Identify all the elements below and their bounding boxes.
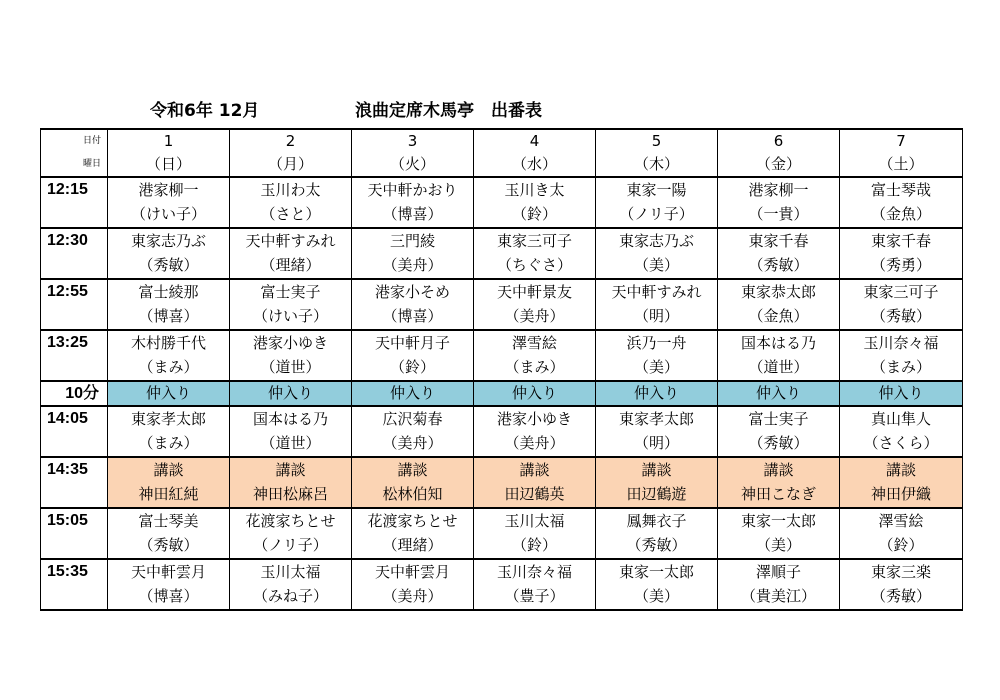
- table-row: [41, 559, 963, 585]
- table-row: [41, 534, 963, 560]
- accompanist-name: （理緒）: [352, 534, 474, 560]
- accompanist-name: （美舟）: [474, 305, 596, 331]
- accompanist-name: （一貴）: [718, 203, 840, 229]
- schedule-body: [41, 129, 963, 610]
- title-month: 令和6年 12月: [150, 101, 260, 121]
- weekday-cell: （金）: [718, 153, 840, 177]
- break-label: 10分: [41, 381, 108, 406]
- performer-name: 木村勝千代: [108, 330, 230, 356]
- kodan-label: 講談: [596, 457, 718, 483]
- performer-name: 港家小ゆき: [230, 330, 352, 356]
- performer-name: 港家柳一: [108, 177, 230, 203]
- accompanist-name: （鈴）: [840, 534, 963, 560]
- performer-name: 天中軒雲月: [352, 559, 474, 585]
- kodan-performer: 神田紅純: [108, 483, 230, 509]
- performer-name: 玉川奈々福: [474, 559, 596, 585]
- accompanist-name: （まみ）: [108, 432, 230, 458]
- accompanist-name: （博喜）: [352, 305, 474, 331]
- date-cell: 2: [230, 129, 352, 153]
- kodan-performer: 松林伯知: [352, 483, 474, 509]
- accompanist-name: （理緒）: [230, 254, 352, 280]
- performer-name: 天中軒景友: [474, 279, 596, 305]
- performer-name: 澤雪絵: [474, 330, 596, 356]
- accompanist-name: （博喜）: [108, 585, 230, 611]
- break-cell: 仲入り: [840, 381, 963, 406]
- accompanist-name: （博喜）: [108, 305, 230, 331]
- accompanist-name: （まみ）: [108, 356, 230, 382]
- performer-name: 天中軒かおり: [352, 177, 474, 203]
- accompanist-name: （美舟）: [474, 432, 596, 458]
- performer-name: 天中軒雲月: [108, 559, 230, 585]
- accompanist-name: （美舟）: [352, 254, 474, 280]
- accompanist-name: （まみ）: [474, 356, 596, 382]
- performer-name: 澤雪絵: [840, 508, 963, 534]
- break-cell: 仲入り: [108, 381, 230, 406]
- break-cell: 仲入り: [718, 381, 840, 406]
- performer-name: 花渡家ちとせ: [352, 508, 474, 534]
- performer-name: 富士琴哉: [840, 177, 963, 203]
- performer-name: 浜乃一舟: [596, 330, 718, 356]
- kodan-label: 講談: [718, 457, 840, 483]
- performer-name: 港家小ゆき: [474, 406, 596, 432]
- accompanist-name: （けい子）: [230, 305, 352, 331]
- date-cell: 6: [718, 129, 840, 153]
- performer-name: 東家三可子: [840, 279, 963, 305]
- table-row: [41, 279, 963, 305]
- performer-name: 鳳舞衣子: [596, 508, 718, 534]
- kodan-label: 講談: [108, 457, 230, 483]
- performer-name: 玉川わ太: [230, 177, 352, 203]
- weekday-cell: （月）: [230, 153, 352, 177]
- accompanist-name: （秀勇）: [840, 254, 963, 280]
- accompanist-name: （金魚）: [718, 305, 840, 331]
- time-label: 13:25: [41, 330, 108, 381]
- performer-name: 玉川奈々福: [840, 330, 963, 356]
- accompanist-name: （鈴）: [474, 203, 596, 229]
- performer-name: 東家千春: [840, 228, 963, 254]
- kodan-performer: 神田こなぎ: [718, 483, 840, 509]
- performer-name: 天中軒すみれ: [230, 228, 352, 254]
- table-row: [41, 508, 963, 534]
- performer-name: 東家志乃ぶ: [596, 228, 718, 254]
- performer-name: 富士実子: [718, 406, 840, 432]
- performer-name: 東家一太郎: [596, 559, 718, 585]
- accompanist-name: （鈴）: [474, 534, 596, 560]
- time-label: 12:15: [41, 177, 108, 228]
- table-row: [41, 330, 963, 356]
- accompanist-name: （秀敏）: [108, 254, 230, 280]
- kodan-label: 講談: [230, 457, 352, 483]
- performer-name: 玉川太福: [230, 559, 352, 585]
- accompanist-name: （道世）: [718, 356, 840, 382]
- performer-name: 東家千春: [718, 228, 840, 254]
- performer-name: 玉川太福: [474, 508, 596, 534]
- title-venue: 浪曲定席木馬亭 出番表: [355, 101, 542, 121]
- time-label: 14:35: [41, 457, 108, 508]
- weekday-cell: （火）: [352, 153, 474, 177]
- table-row: [41, 432, 963, 458]
- table-row: [41, 228, 963, 254]
- weekday-label: 曜日: [41, 153, 108, 177]
- accompanist-name: （けい子）: [108, 203, 230, 229]
- weekday-cell: （木）: [596, 153, 718, 177]
- performer-name: 富士綾那: [108, 279, 230, 305]
- table-row: [41, 585, 963, 611]
- table-row: [41, 177, 963, 203]
- accompanist-name: （貴美江）: [718, 585, 840, 611]
- weekday-cell: （日）: [108, 153, 230, 177]
- accompanist-name: （道世）: [230, 356, 352, 382]
- accompanist-name: （道世）: [230, 432, 352, 458]
- accompanist-name: （みね子）: [230, 585, 352, 611]
- performer-name: 富士実子: [230, 279, 352, 305]
- performer-name: 三門綾: [352, 228, 474, 254]
- performer-name: 港家柳一: [718, 177, 840, 203]
- performer-name: 広沢菊春: [352, 406, 474, 432]
- accompanist-name: （美）: [596, 254, 718, 280]
- kodan-performer: 田辺鶴遊: [596, 483, 718, 509]
- accompanist-name: （秀敏）: [840, 585, 963, 611]
- break-cell: 仲入り: [352, 381, 474, 406]
- accompanist-name: （明）: [596, 432, 718, 458]
- performer-name: 玉川き太: [474, 177, 596, 203]
- time-label: 15:35: [41, 559, 108, 610]
- table-row: [41, 254, 963, 280]
- performer-name: 花渡家ちとせ: [230, 508, 352, 534]
- accompanist-name: （さくら）: [840, 432, 963, 458]
- performer-name: 国本はる乃: [718, 330, 840, 356]
- kodan-label: 講談: [474, 457, 596, 483]
- accompanist-name: （秀敏）: [596, 534, 718, 560]
- performer-name: 東家一陽: [596, 177, 718, 203]
- table-row: [41, 406, 963, 432]
- table-row: [41, 203, 963, 229]
- schedule-table: [40, 128, 963, 611]
- accompanist-name: （さと）: [230, 203, 352, 229]
- accompanist-name: （美）: [596, 356, 718, 382]
- accompanist-name: （ノリ子）: [596, 203, 718, 229]
- accompanist-name: （秀敏）: [108, 534, 230, 560]
- accompanist-name: （美舟）: [352, 585, 474, 611]
- kodan-performer: 神田伊織: [840, 483, 963, 509]
- accompanist-name: （秀敏）: [718, 254, 840, 280]
- accompanist-name: （美）: [596, 585, 718, 611]
- table-row: [41, 457, 963, 483]
- table-row: [41, 381, 963, 406]
- date-cell: 7: [840, 129, 963, 153]
- date-cell: 1: [108, 129, 230, 153]
- accompanist-name: （博喜）: [352, 203, 474, 229]
- accompanist-name: （ノリ子）: [230, 534, 352, 560]
- performer-name: 東家志乃ぶ: [108, 228, 230, 254]
- table-row: [41, 305, 963, 331]
- table-row: [41, 483, 963, 509]
- performer-name: 富士琴美: [108, 508, 230, 534]
- accompanist-name: （秀敏）: [840, 305, 963, 331]
- performer-name: 東家三可子: [474, 228, 596, 254]
- time-label: 14:05: [41, 406, 108, 457]
- accompanist-name: （ちぐさ）: [474, 254, 596, 280]
- weekday-cell: （土）: [840, 153, 963, 177]
- accompanist-name: （金魚）: [840, 203, 963, 229]
- performer-name: 港家小そめ: [352, 279, 474, 305]
- date-cell: 5: [596, 129, 718, 153]
- table-row: [41, 153, 963, 177]
- kodan-label: 講談: [840, 457, 963, 483]
- table-row: [41, 356, 963, 382]
- time-label: 12:55: [41, 279, 108, 330]
- break-cell: 仲入り: [596, 381, 718, 406]
- accompanist-name: （豊子）: [474, 585, 596, 611]
- performer-name: 東家三楽: [840, 559, 963, 585]
- kodan-label: 講談: [352, 457, 474, 483]
- accompanist-name: （まみ）: [840, 356, 963, 382]
- weekday-cell: （水）: [474, 153, 596, 177]
- kodan-performer: 田辺鶴英: [474, 483, 596, 509]
- kodan-performer: 神田松麻呂: [230, 483, 352, 509]
- accompanist-name: （秀敏）: [718, 432, 840, 458]
- date-cell: 3: [352, 129, 474, 153]
- date-cell: 4: [474, 129, 596, 153]
- performer-name: 真山隼人: [840, 406, 963, 432]
- break-cell: 仲入り: [230, 381, 352, 406]
- performer-name: 東家孝太郎: [596, 406, 718, 432]
- performer-name: 国本はる乃: [230, 406, 352, 432]
- date-label: 日付: [41, 129, 108, 153]
- time-label: 15:05: [41, 508, 108, 559]
- accompanist-name: （鈴）: [352, 356, 474, 382]
- performer-name: 東家恭太郎: [718, 279, 840, 305]
- performer-name: 東家孝太郎: [108, 406, 230, 432]
- accompanist-name: （明）: [596, 305, 718, 331]
- break-cell: 仲入り: [474, 381, 596, 406]
- accompanist-name: （美舟）: [352, 432, 474, 458]
- performer-name: 澤順子: [718, 559, 840, 585]
- performer-name: 東家一太郎: [718, 508, 840, 534]
- table-row: [41, 129, 963, 153]
- accompanist-name: （美）: [718, 534, 840, 560]
- performer-name: 天中軒月子: [352, 330, 474, 356]
- time-label: 12:30: [41, 228, 108, 279]
- performer-name: 天中軒すみれ: [596, 279, 718, 305]
